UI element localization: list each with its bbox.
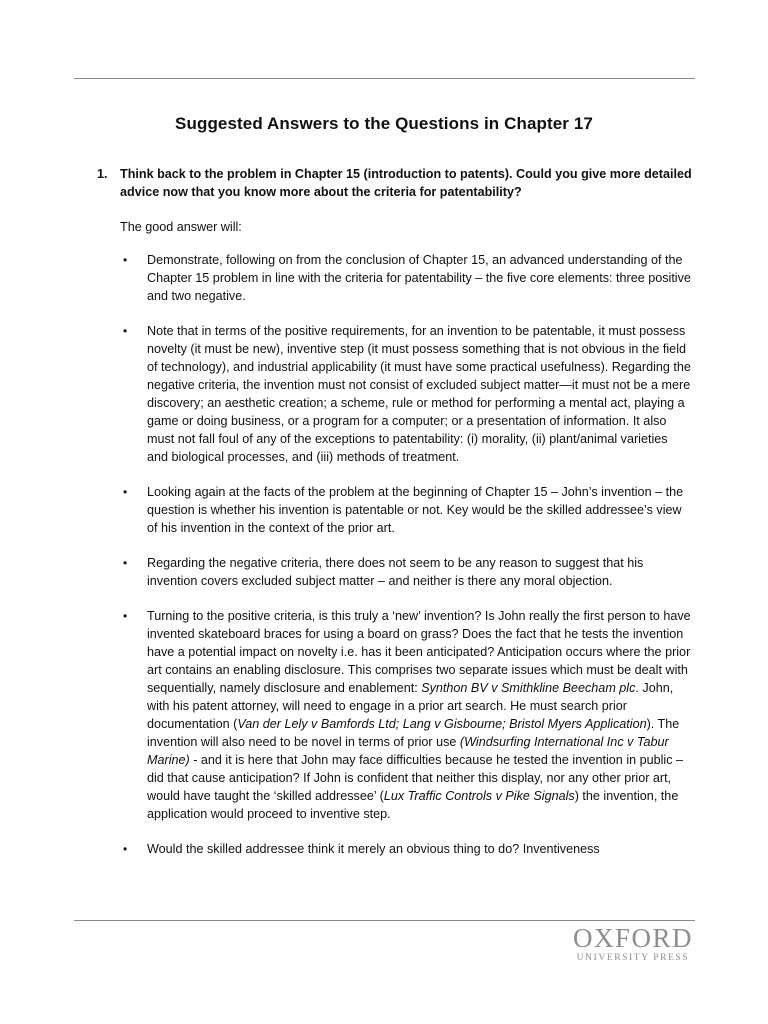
text-segment: Demonstrate, following on from the conclusion of Chapter 15, an advanced understanding of the Chapter 15 problem in line with the criteria for patentability – the five core elements: three positive and two negative. xyxy=(147,253,691,303)
bullet-icon: • xyxy=(123,556,128,570)
logo-main-text: OXFORD xyxy=(572,923,693,953)
answer-bullet xyxy=(120,554,692,590)
footer-rule xyxy=(74,920,695,921)
question-number: 1. xyxy=(97,167,108,181)
text-segment: Looking again at the facts of the problem at the beginning of Chapter 15 – John’s invention – the question is whether his invention is patentable or not. Key would be the skilled addressee’s view of his invention in the context of the prior art. xyxy=(147,485,684,535)
logo-sub-text: UNIVERSITY PRESS xyxy=(576,953,690,963)
bullet-icon: • xyxy=(123,253,128,267)
case-citation: (Windsurfing International Inc v Tabur Marine) xyxy=(147,735,669,767)
question-1 xyxy=(97,165,697,201)
text-segment: Note that in terms of the positive requirements, for an invention to be patentable, it must possess novelty (it must be new), inventive step (it must possess something that is not obvious in the field of technology), and industrial applicability (it must have some practical usefulness). Regarding the negative criteria, the invention must not consist of excluded subject matter—it must not be a mere discovery; an aesthetic creation; a scheme, rule or method for performing a mental act, playing a game or doing business, or a program for a computer; or a presentation of information. It also must not fall foul of any of the exceptions to patentability: (i) morality, (ii) plant/animal varieties and biological processes, and (iii) methods of treatment. xyxy=(147,324,691,464)
case-citation: Van der Lely v Bamfords Ltd; Lang v Gisbourne; Bristol Myers Application xyxy=(237,717,647,731)
text-segment: - and it is here that John may face difficulties because he tested the invention in public – did that cause anticipation? If John is confident that neither this display, nor any other prior art, would have taught the ‘skilled addressee’ ( xyxy=(147,753,684,803)
bullet-icon: • xyxy=(123,609,128,623)
text-segment: ). The invention will also need to be novel in terms of prior use xyxy=(147,717,680,749)
bullet-icon: • xyxy=(123,842,128,856)
answer-bullet xyxy=(120,483,692,537)
question-text: Think back to the problem in Chapter 15 (introduction to patents). Could you give more detailed advice now that you know more about the criteria for patentability? xyxy=(120,167,692,199)
text-segment: ) the invention, the application would proceed to inventive step. xyxy=(147,789,679,821)
text-segment: Turning to the positive criteria, is this truly a ‘new’ invention? Is John really the first person to have invented skateboard braces for using a board on grass? Does the fact that he tests the invention have a potential impact on novelty i.e. has it been anticipated? Anticipation occurs where the prior art contains an enabling disclosure. This comprises two separate issues which must be dealt with sequentially, namely disclosure and enablement: xyxy=(147,609,691,695)
oxford-university-press-logo xyxy=(573,924,693,964)
answer-intro: The good answer will: xyxy=(120,220,242,234)
answer-bullet xyxy=(120,322,692,466)
text-segment: Would the skilled addressee think it merely an obvious thing to do? Inventiveness xyxy=(147,842,600,856)
bullet-text xyxy=(147,840,692,858)
case-citation: Lux Traffic Controls v Pike Signals xyxy=(383,789,575,803)
bullet-text xyxy=(147,554,692,590)
text-segment: Regarding the negative criteria, there does not seem to be any reason to suggest that his invention covers excluded subject matter – and neither is there any moral objection. xyxy=(147,556,644,588)
answer-bullet xyxy=(120,607,692,823)
bullet-icon: • xyxy=(123,485,128,499)
document-title: Suggested Answers to the Questions in Chapter 17 xyxy=(175,114,593,133)
answer-bullet xyxy=(120,840,692,858)
answer-bullet xyxy=(120,251,692,305)
header-rule xyxy=(74,78,695,79)
text-segment: . John, with his patent attorney, will need to engage in a prior art search. He must search prior documentation ( xyxy=(147,681,674,731)
bullet-text xyxy=(147,483,692,537)
answer-bullet-list xyxy=(120,251,692,875)
bullet-text xyxy=(147,607,692,823)
bullet-text xyxy=(147,251,692,305)
case-citation: Synthon BV v Smithkline Beecham plc xyxy=(421,681,636,695)
bullet-icon: • xyxy=(123,324,128,338)
bullet-text xyxy=(147,322,692,466)
